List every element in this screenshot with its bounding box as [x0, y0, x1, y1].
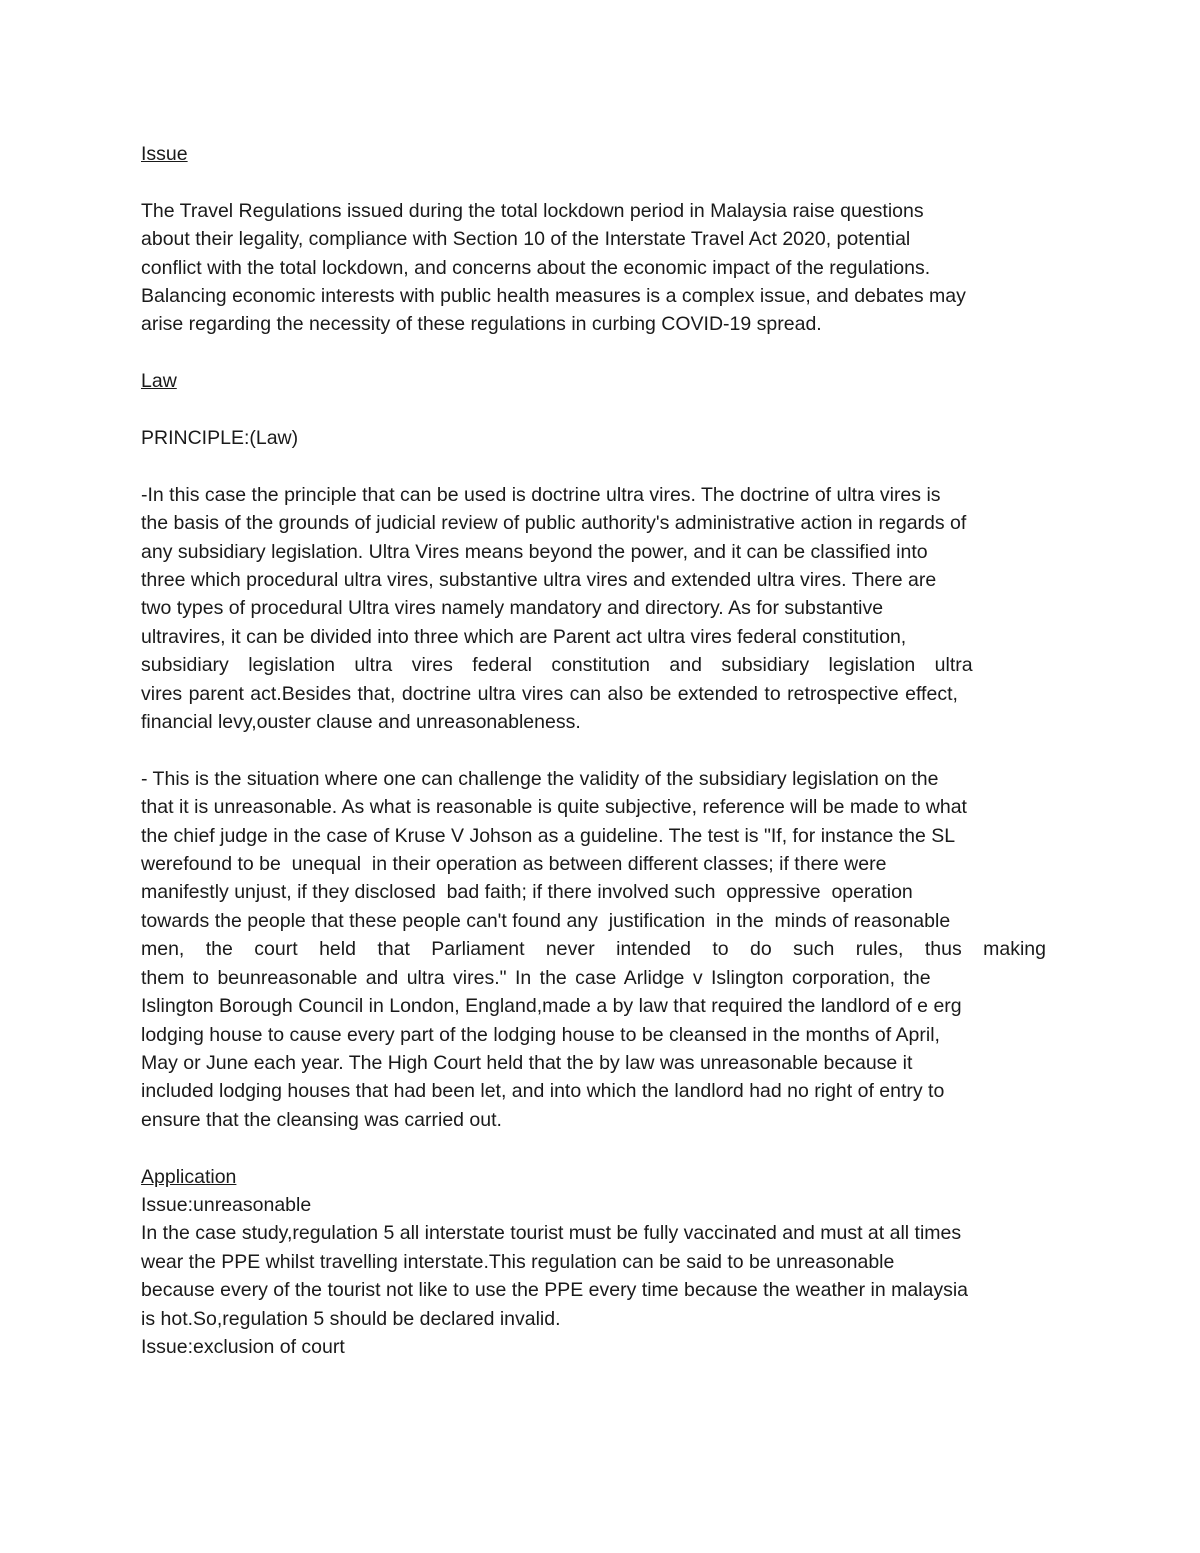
law-line: two types of procedural Ultra vires namely mandatory and directory. As for substantive — [141, 597, 884, 620]
issue-line: arise regarding the necessity of these regulations in curbing COVID-19 spread. — [141, 313, 822, 336]
spacer — [141, 339, 1061, 367]
law-paragraph-2 — [141, 765, 1061, 1134]
issue-line: about their legality, compliance with Section 10 of the Interstate Travel Act 2020, potential — [141, 228, 911, 251]
law-line: the chief judge in the case of Kruse V Johson as a guideline. The test is "If, for instance the SL — [141, 824, 956, 847]
spacer — [141, 736, 1061, 764]
law-line: that it is unreasonable. As what is reasonable is quite subjective, reference will be made to what — [141, 796, 967, 819]
law-line: werefound to be unequal in their operation as between different classes; if there were — [141, 853, 887, 876]
law-line-justified: vires parent act.Besides that, doctrine ultra vires can also be extended to retrospective effect, — [141, 682, 958, 705]
law-heading: Law — [141, 370, 177, 393]
spacer — [141, 452, 1061, 480]
law-line: ensure that the cleansing was carried out. — [141, 1108, 502, 1131]
law-line-justified: them to beunreasonable and ultra vires." In the case Arlidge v Islington corporation, the — [141, 966, 931, 989]
law-line: May or June each year. The High Court held that the by law was unreasonable because it — [141, 1051, 913, 1074]
law-line: manifestly unjust, if they disclosed bad faith; if there involved such oppressive operation — [141, 881, 913, 904]
application-issue-label: Issue:unreasonable — [141, 1193, 312, 1216]
document-page — [141, 140, 1061, 1361]
application-line: In the case study,regulation 5 all interstate tourist must be fully vaccinated and must at all times — [141, 1222, 962, 1245]
law-line: towards the people that these people can't found any justification in the minds of reasonable — [141, 909, 951, 932]
law-line: financial levy,ouster clause and unreasonableness. — [141, 711, 581, 734]
law-line: -In this case the principle that can be used is doctrine ultra vires. The doctrine of ultra vires is — [141, 483, 941, 506]
application-line: wear the PPE whilst travelling interstate.This regulation can be said to be unreasonable — [141, 1250, 895, 1273]
spacer — [141, 396, 1061, 424]
spacer — [141, 1134, 1061, 1162]
law-line: ultravires, it can be divided into three which are Parent act ultra vires federal constitution, — [141, 625, 907, 648]
application-paragraph — [141, 1219, 1061, 1333]
spacer — [141, 168, 1061, 196]
law-line: lodging house to cause every part of the lodging house to be cleansed in the months of April, — [141, 1023, 940, 1046]
law-line: - This is the situation where one can challenge the validity of the subsidiary legislation on the — [141, 767, 939, 790]
law-line: any subsidiary legislation. Ultra Vires means beyond the power, and it can be classified into — [141, 540, 928, 563]
application-heading: Application — [141, 1165, 237, 1188]
law-line-justified: men, the court held that Parliament never intended to do such rules, thus making — [141, 938, 1046, 961]
issue-heading: Issue — [141, 143, 188, 165]
law-line: included lodging houses that had been let, and into which the landlord had no right of entry to — [141, 1080, 945, 1103]
law-line: three which procedural ultra vires, substantive ultra vires and extended ultra vires. There are — [141, 569, 937, 592]
issue-line: Balancing economic interests with public health measures is a complex issue, and debates may — [141, 285, 966, 308]
issue-paragraph — [141, 197, 1061, 339]
principle-label: PRINCIPLE:(Law) — [141, 427, 299, 450]
issue-line: The Travel Regulations issued during the total lockdown period in Malaysia raise questions — [141, 199, 924, 222]
law-line: the basis of the grounds of judicial review of public authority's administrative action in regards of — [141, 512, 967, 535]
application-line: is hot.So,regulation 5 should be declared invalid. — [141, 1307, 561, 1330]
law-paragraph-1 — [141, 481, 1061, 737]
application-issue-label: Issue:exclusion of court — [141, 1335, 345, 1358]
issue-line: conflict with the total lockdown, and concerns about the economic impact of the regulations. — [141, 256, 931, 279]
application-line: because every of the tourist not like to use the PPE every time because the weather in malaysia — [141, 1279, 969, 1302]
law-line-justified: subsidiary legislation ultra vires federal constitution and subsidiary legislation ultra — [141, 654, 973, 677]
law-line: Islington Borough Council in London, England,made a by law that required the landlord of e erg — [141, 995, 962, 1018]
